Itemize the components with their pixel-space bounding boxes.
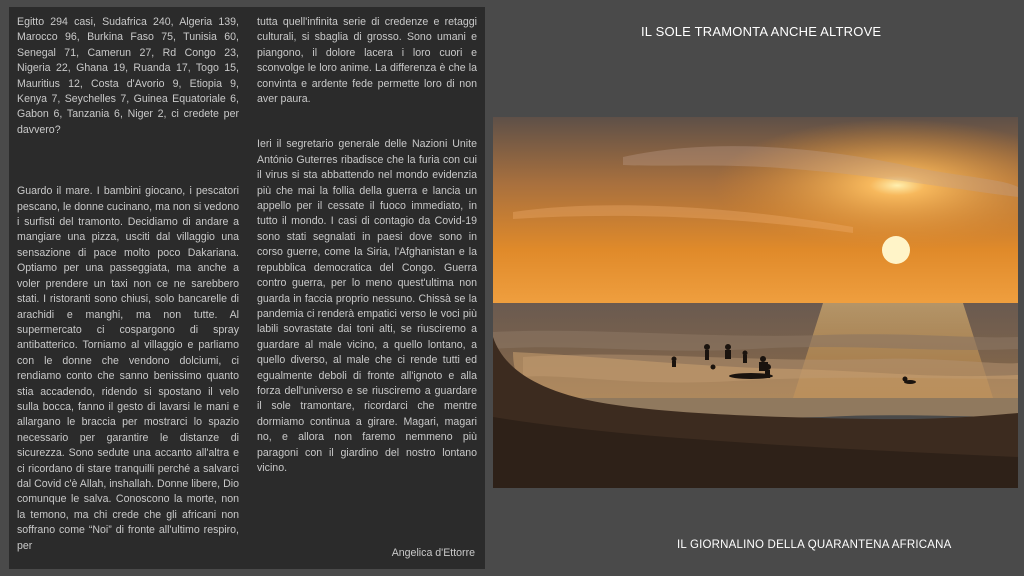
page-title: IL SOLE TRAMONTA ANCHE ALTROVE <box>641 24 882 39</box>
article-paragraph: Ieri il segretario generale delle Nazioni Unite António Guterres ribadisce che la furia con cui il virus si sta abbattendo nel mondo evidenzia più che mai la follia della guerra e lancia un appello per il cessate il fuoco immediato, in tutto il mondo. I casi di contagio da Covid-19 sono stati segnalati in paesi dove sono in corso guerre, come la Siria, l'Afghanistan e la repubblica democratica del Congo. Guerra contro guerra, per lo meno quest'ultima non guarda in faccia proprio nessuno. Chissà se la pandemia ci renderà empatici verso le voci più labili sovrastate dai toni alti, se riusciremo a guardare al male vicino, a quello lontano, a quello diverso, al male che ci rende tutti ed egualmente deboli di fronte all'ignoto e alla forza dell'universo e se riusciremo a guardare il sole tramontare, ricordarci che mentre dormiamo continua a girare. Magari, magari no, e allora non faremo nemmeno più paragoni con il giardino del nostro lontano vicino. <box>257 138 477 474</box>
article-panel <box>9 7 485 569</box>
article-column-1 <box>17 15 239 554</box>
article-paragraph: Egitto 294 casi, Sudafrica 240, Algeria 139, Marocco 96, Burkina Faso 75, Tunisia 60, Senegal 71, Camerun 27, Rd Congo 23, Nigeria 22, Ghana 19, Ruanda 17, Togo 15, Mauritius 12, Costa d'Avorio 9, Etiopia 9, Kenya 7, Seychelles 7, Guinea Equatoriale 6, Gabon 6, Tanzania 6, Niger 2, ci credete per davvero? <box>17 16 239 136</box>
sunset-beach-photo <box>493 117 1018 488</box>
article-paragraph: Guardo il mare. I bambini giocano, i pescatori pescano, le donne cucinano, ma non si vedono i surfisti del tramonto. Decidiamo di andare a mangiare una pizza, usciti dal villaggio una sensazione di pace molto poco Dakariana. Optiamo per una passeggiata, ma anche a voler prendere un taxi non ce ne sarebbero stati. I ristoranti sono chiusi, solo bancarelle di arachidi e manghi, ma non tutte. Al supermercato ci cospargono di spray antibatterico. Torniamo al villaggio e parliamo con le donne che vendono dolciumi, ci rendiamo conto che sanno benissimo quanto stia accadendo, ridendo si spostano il velo sulla bocca, fanno il gesto di lavarsi le mani e allargano le braccia per mostrarci lo spazio necessario per garantire le distanze di sicurezza. Sono sedute una accanto all'altra e ci ricordano di stare tranquilli perché a salvarci dal Covid c'è Allah, inshallah. Donne libere, Dio comunque le salva. Conoscono la morte, non la temono, ma chi crede che gli africani non soffrano come “Noi” di fronte all'ultimo respiro, per <box>17 185 239 552</box>
article-paragraph: tutta quell'infinita serie di credenze e retaggi culturali, si sbaglia di grosso. Sono umani e piangono, il dolore lacera i loro cuori e sconvolge le loro anime. La differenza è che la convinta e ardente fede permette loro di non aver paura. <box>257 16 477 106</box>
article-column-2 <box>257 15 477 476</box>
article-signature: Angelica d'Ettorre <box>391 547 475 559</box>
footer-title: IL GIORNALINO DELLA QUARANTENA AFRICANA <box>677 539 952 551</box>
